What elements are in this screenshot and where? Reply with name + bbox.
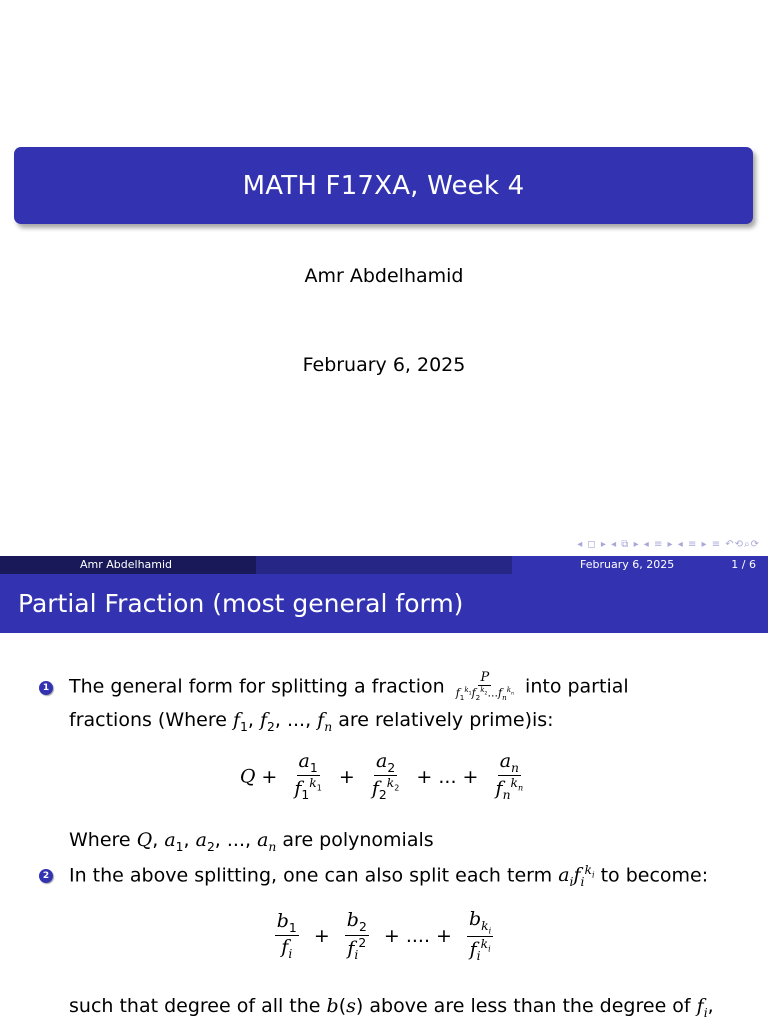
item2-text-a: In the above splitting, one can also split each term	[69, 864, 553, 887]
footer-date-section	[512, 556, 768, 574]
f-i-symbol: $f_i$,	[696, 995, 714, 1020]
polynomial-list: Q, $a_1$, $a_2$, ..., $a_n$	[136, 829, 277, 854]
presentation-date: February 6, 2025	[302, 354, 466, 376]
item2-text-b: to become:	[600, 864, 709, 887]
item1-text-a: The general form for splitting a fraction	[69, 675, 445, 698]
slide-content	[0, 633, 768, 1024]
item2-text-c: such that degree of all the	[69, 995, 321, 1017]
footer-date: February 6, 2025	[580, 558, 675, 571]
item2-text-d: above are less than the degree of	[369, 995, 691, 1017]
general-fraction: $\frac{P}{f_1^{k_1}f_2^{k_2}...f_n^{k_n}}$	[455, 670, 514, 703]
where-tail: are polynomials	[282, 829, 434, 851]
item2-last-line	[69, 995, 714, 1020]
footer-author: Amr Abdelhamid	[80, 558, 173, 571]
footer-title-section	[256, 556, 512, 574]
function-list: $f_1$, $f_2$, ..., $f_n$	[232, 709, 333, 734]
partial-fraction-equation: Q + $\frac{a_1}{f_1^{k_1}}$ + $\frac{a_2}{f_2^{k_2}}$ + ... + $\frac{a_n}{f_n^{k_n}}$	[239, 750, 524, 803]
footer-author-section	[0, 556, 256, 574]
term-expression: $a_if_i^{k_i}$	[558, 863, 595, 890]
item1-text-b: into partial	[525, 675, 629, 698]
split-term-equation: $\frac{b_1}{f_i}$ + $\frac{b_2}{f_i^2}$ + .... + $\frac{b_{k_i}}{f_i^{k_i}}$	[276, 908, 492, 964]
item1-text-c: fractions (Where	[69, 709, 227, 731]
enumerate-bullet-1: 1	[39, 681, 53, 695]
title-box	[14, 147, 753, 224]
item1-where-line	[69, 829, 434, 854]
author-name: Amr Abdelhamid	[304, 265, 464, 287]
presentation-title: MATH F17XA, Week 4	[242, 170, 525, 201]
item1-text-d: are relatively prime)is:	[338, 709, 554, 731]
enumerate-bullet-2: 2	[39, 869, 53, 883]
item2-line1	[69, 863, 708, 889]
slide-footer	[0, 556, 768, 574]
frame-title: Partial Fraction (most general form)	[0, 574, 768, 633]
b-of-s: b(s)	[326, 995, 364, 1017]
where-text: Where	[69, 829, 131, 851]
navigation-symbols[interactable]: ◂ ◻ ▸ ◂ ⧉ ▸ ◂ ≡ ▸ ◂ ≡ ▸ ≡ ↶⟲⌕⟳	[577, 539, 760, 550]
footer-page-number: 1 / 6	[731, 558, 756, 571]
item1-line2	[69, 709, 554, 734]
item1-line1	[69, 671, 629, 703]
